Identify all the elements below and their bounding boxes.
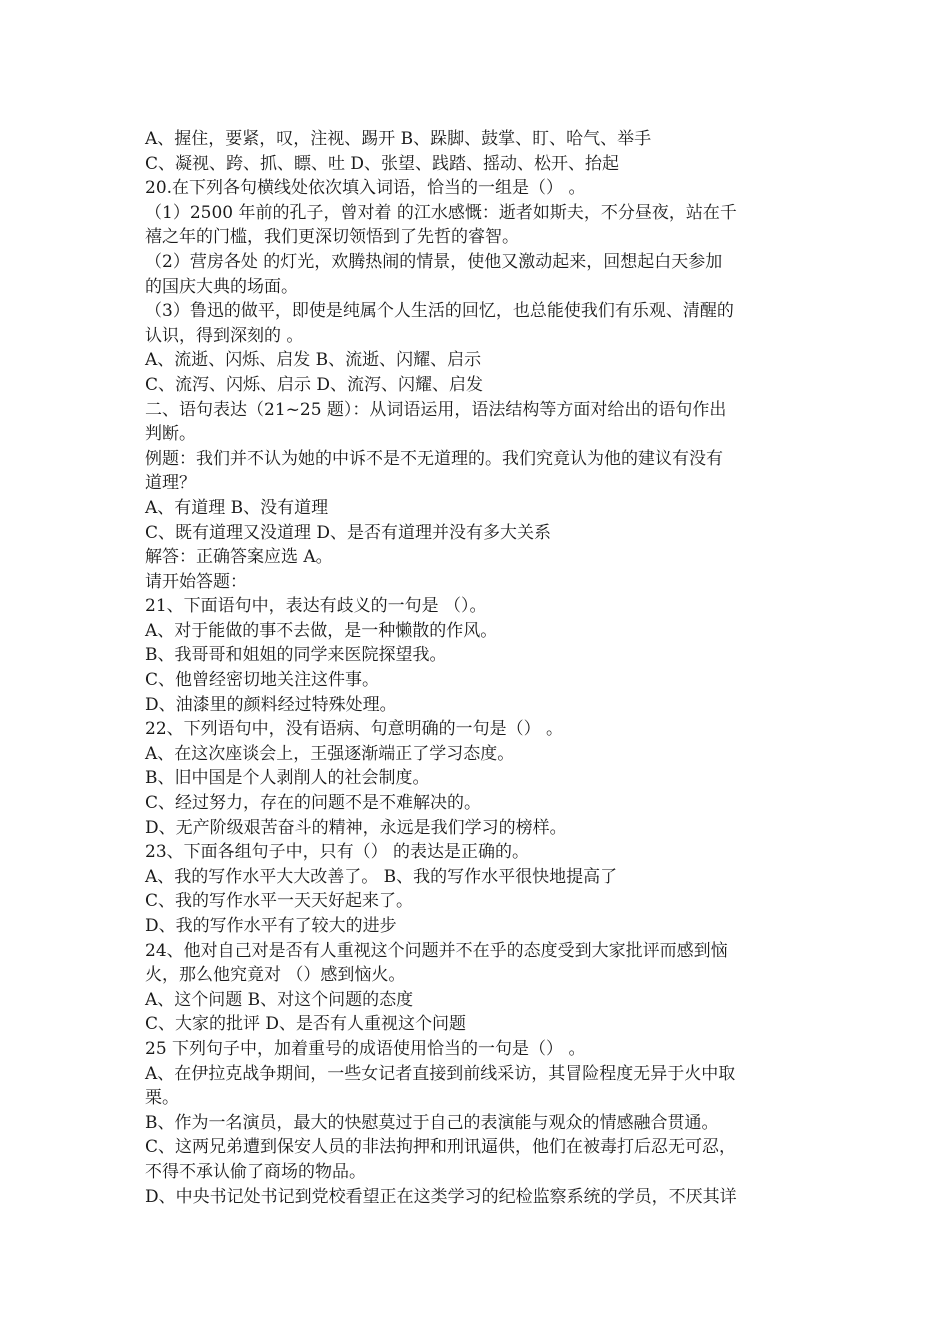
example-question: 例题：我们并不认为她的中诉不是不无道理的。我们究竟认为他的建议有没有 (145, 448, 723, 469)
text-line: D、我的写作水平有了较大的进步 (145, 916, 397, 936)
question-25-stem: 25 下列句子中，加着重号的成语使用恰当的一句是（） 。 (145, 1038, 586, 1059)
text-line: （3）鲁迅的做平，即使是纯属个人生活的回忆，也总能使我们有乐观、清醒的 (145, 301, 734, 322)
instruction-text: 请开始答题： (145, 571, 247, 592)
text-line: 火，那么他究竟对 （）感到恼火。 (145, 965, 406, 986)
text-line: A、有道理 B、没有道理 (145, 497, 329, 518)
text-line: C、他曾经密切地关注这件事。 (145, 670, 380, 691)
text-line: C、大家的批评 D、是否有人重视这个问题 (145, 1014, 467, 1035)
text-line: C、我的写作水平一天天好起来了。 (145, 891, 414, 912)
text-line: （2）营房各处 的灯光，欢腾热闹的情景，使他又激动起来，回想起白天参加 (145, 251, 723, 272)
text-line: D、油漆里的颜料经过特殊处理。 (145, 694, 397, 715)
question-24-stem: 24、他对自己对是否有人重视这个问题并不在乎的态度受到大家批评而感到恼 (145, 940, 728, 961)
example-answer: 解答：正确答案应选 A。 (145, 547, 333, 568)
document-body (145, 127, 810, 1209)
text-line: 道理？ (145, 473, 196, 494)
text-line: C、流泻、闪烁、启示 D、流泻、闪耀、启发 (145, 374, 484, 395)
text-line: D、无产阶级艰苦奋斗的精神，永远是我们学习的榜样。 (145, 817, 567, 838)
text-line: 的国庆大典的场面。 (145, 276, 298, 297)
text-line: A、我的写作水平大大改善了。 B、我的写作水平很快地提高了 (145, 866, 618, 887)
question-23-stem: 23、下面各组句子中，只有（） 的表达是正确的。 (145, 842, 530, 863)
text-line: 认识，得到深刻的 。 (145, 325, 304, 346)
text-line: C、既有道理又没道理 D、是否有道理并没有多大关系 (145, 522, 552, 543)
text-line: （1）2500 年前的孔子，曾对着 的江水感慨：逝者如斯夫，不分昼夜，站在千 (145, 202, 737, 223)
text-line: 栗。 (145, 1088, 179, 1109)
text-line: A、在这次座谈会上，王强逐渐端正了学习态度。 (145, 743, 515, 764)
text-line: D、中央书记处书记到党校看望正在这类学习的纪检监察系统的学员，不厌其详 (145, 1186, 737, 1207)
text-line: C、这两兄弟遭到保安人员的非法拘押和刑讯逼供，他们在被毒打后忍无可忍， (145, 1137, 737, 1158)
text-line: 禧之年的门槛，我们更深切领悟到了先哲的睿智。 (145, 227, 519, 248)
text-line: B、旧中国是个人剥削人的社会制度。 (145, 768, 430, 789)
text-line: A、在伊拉克战争期间，一些女记者直接到前线采访，其冒险程度无异于火中取 (145, 1063, 736, 1084)
question-21-stem: 21、下面语句中，表达有歧义的一句是 （）。 (145, 596, 487, 617)
text-line: A、握住，要紧，叹，注视、踢开 B、跺脚、鼓掌、盯、哈气、举手 (145, 129, 652, 149)
question-20-stem: 20.在下列各句横线处依次填入词语，恰当的一组是（） 。 (145, 178, 586, 199)
text-line: C、凝视、跨、抓、瞟、吐 D、张望、践踏、摇动、松开、抬起 (145, 153, 620, 174)
text-line: B、我哥哥和姐姐的同学来医院探望我。 (145, 645, 447, 666)
text-line: A、这个问题 B、对这个问题的态度 (145, 989, 414, 1010)
text-line: 不得不承认偷了商场的物品。 (145, 1161, 366, 1182)
text-line: A、对于能做的事不去做，是一种懒散的作风。 (145, 620, 498, 641)
section-heading: 二、语句表达（21~25 题）：从词语运用，语法结构等方面对给出的语句作出 (145, 399, 727, 420)
text-line: B、作为一名演员，最大的快慰莫过于自己的表演能与观众的情感融合贯通。 (145, 1112, 719, 1133)
text-line: C、经过努力，存在的问题不是不难解决的。 (145, 793, 482, 814)
text-line: A、流逝、闪烁、启发 B、流逝、闪耀、启示 (145, 350, 482, 371)
question-22-stem: 22、下列语句中，没有语病、句意明确的一句是（） 。 (145, 719, 564, 740)
text-line: 判断。 (145, 424, 196, 445)
